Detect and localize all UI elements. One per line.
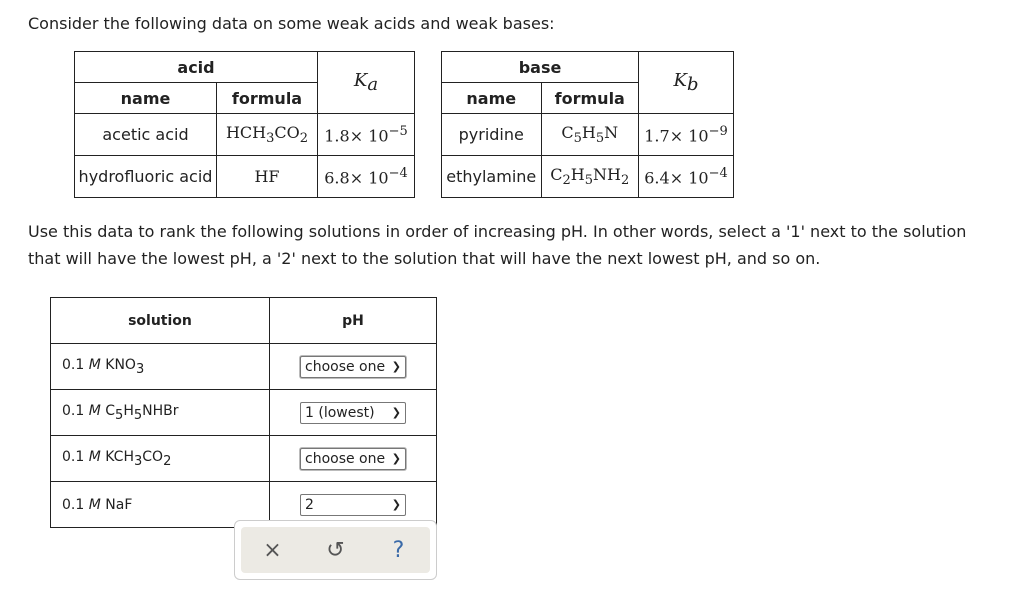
base-group-header: base <box>442 52 639 83</box>
acid-group-header: acid <box>75 52 318 83</box>
chevron-down-icon: ❯ <box>391 405 401 419</box>
help-icon[interactable]: ? <box>392 537 405 563</box>
acid-name-cell: hydrofluoric acid <box>75 156 217 198</box>
acid-formula-header: formula <box>217 83 318 114</box>
base-name-cell: pyridine <box>442 114 542 156</box>
chevron-down-icon: ❯ <box>391 497 401 511</box>
solution-cell: 0.1 M $C_5H_5NHBr$ <box>51 390 270 436</box>
ph-rank-select[interactable]: 2 ❯ <box>300 494 406 516</box>
acid-formula-cell: $HCH_3CO_2$ <box>217 114 318 156</box>
ph-cell <box>270 390 437 436</box>
ph-cell <box>270 344 437 390</box>
base-table <box>441 51 734 198</box>
undo-icon[interactable]: ↺ <box>326 537 345 563</box>
action-bar <box>234 520 437 580</box>
solution-cell: 0.1 M $KCH_3CO_2$ <box>51 436 270 482</box>
intro-text: Consider the following data on some weak acids and weak bases: <box>28 14 555 33</box>
ph-header: pH <box>270 298 437 344</box>
ph-rank-select[interactable]: 1 (lowest) ❯ <box>300 402 406 424</box>
kb-header: $K_b$ <box>639 52 734 114</box>
ph-rank-select[interactable]: choose one ❯ <box>300 356 406 378</box>
base-formula-cell: $C_2H_5NH_2$ <box>541 156 639 198</box>
base-name-header: name <box>442 83 542 114</box>
chevron-down-icon: ❯ <box>391 451 401 465</box>
base-formula-header: formula <box>541 83 639 114</box>
acid-name-header: name <box>75 83 217 114</box>
acid-table <box>74 51 415 198</box>
instructions-text: Use this data to rank the following solutions in order of increasing pH. In other words, select a '1' next to the solution that will have the lowest pH, a '2' next to the solution that will have the next lowest pH, and so on. <box>28 222 967 268</box>
base-formula-cell: $C_5H_5N$ <box>541 114 639 156</box>
ka-value-cell: $6.8\times 10^{-4}$ <box>318 156 415 198</box>
solution-header: solution <box>51 298 270 344</box>
acid-formula-cell: HF <box>217 156 318 198</box>
kb-value-cell: $6.4\times 10^{-4}$ <box>639 156 734 198</box>
base-name-cell: ethylamine <box>442 156 542 198</box>
kb-value-cell: $1.7\times 10^{-9}$ <box>639 114 734 156</box>
chevron-down-icon: ❯ <box>391 359 401 373</box>
ph-cell <box>270 436 437 482</box>
close-icon[interactable]: × <box>263 537 282 563</box>
solution-cell: 0.1 M $KNO_3$ <box>51 344 270 390</box>
ranking-table <box>50 297 437 528</box>
ka-value-cell: $1.8\times 10^{-5}$ <box>318 114 415 156</box>
solution-cell: 0.1 M NaF <box>51 482 270 528</box>
ph-rank-select[interactable]: choose one ❯ <box>300 448 406 470</box>
ka-header: $K_a$ <box>318 52 415 114</box>
acid-name-cell: acetic acid <box>75 114 217 156</box>
